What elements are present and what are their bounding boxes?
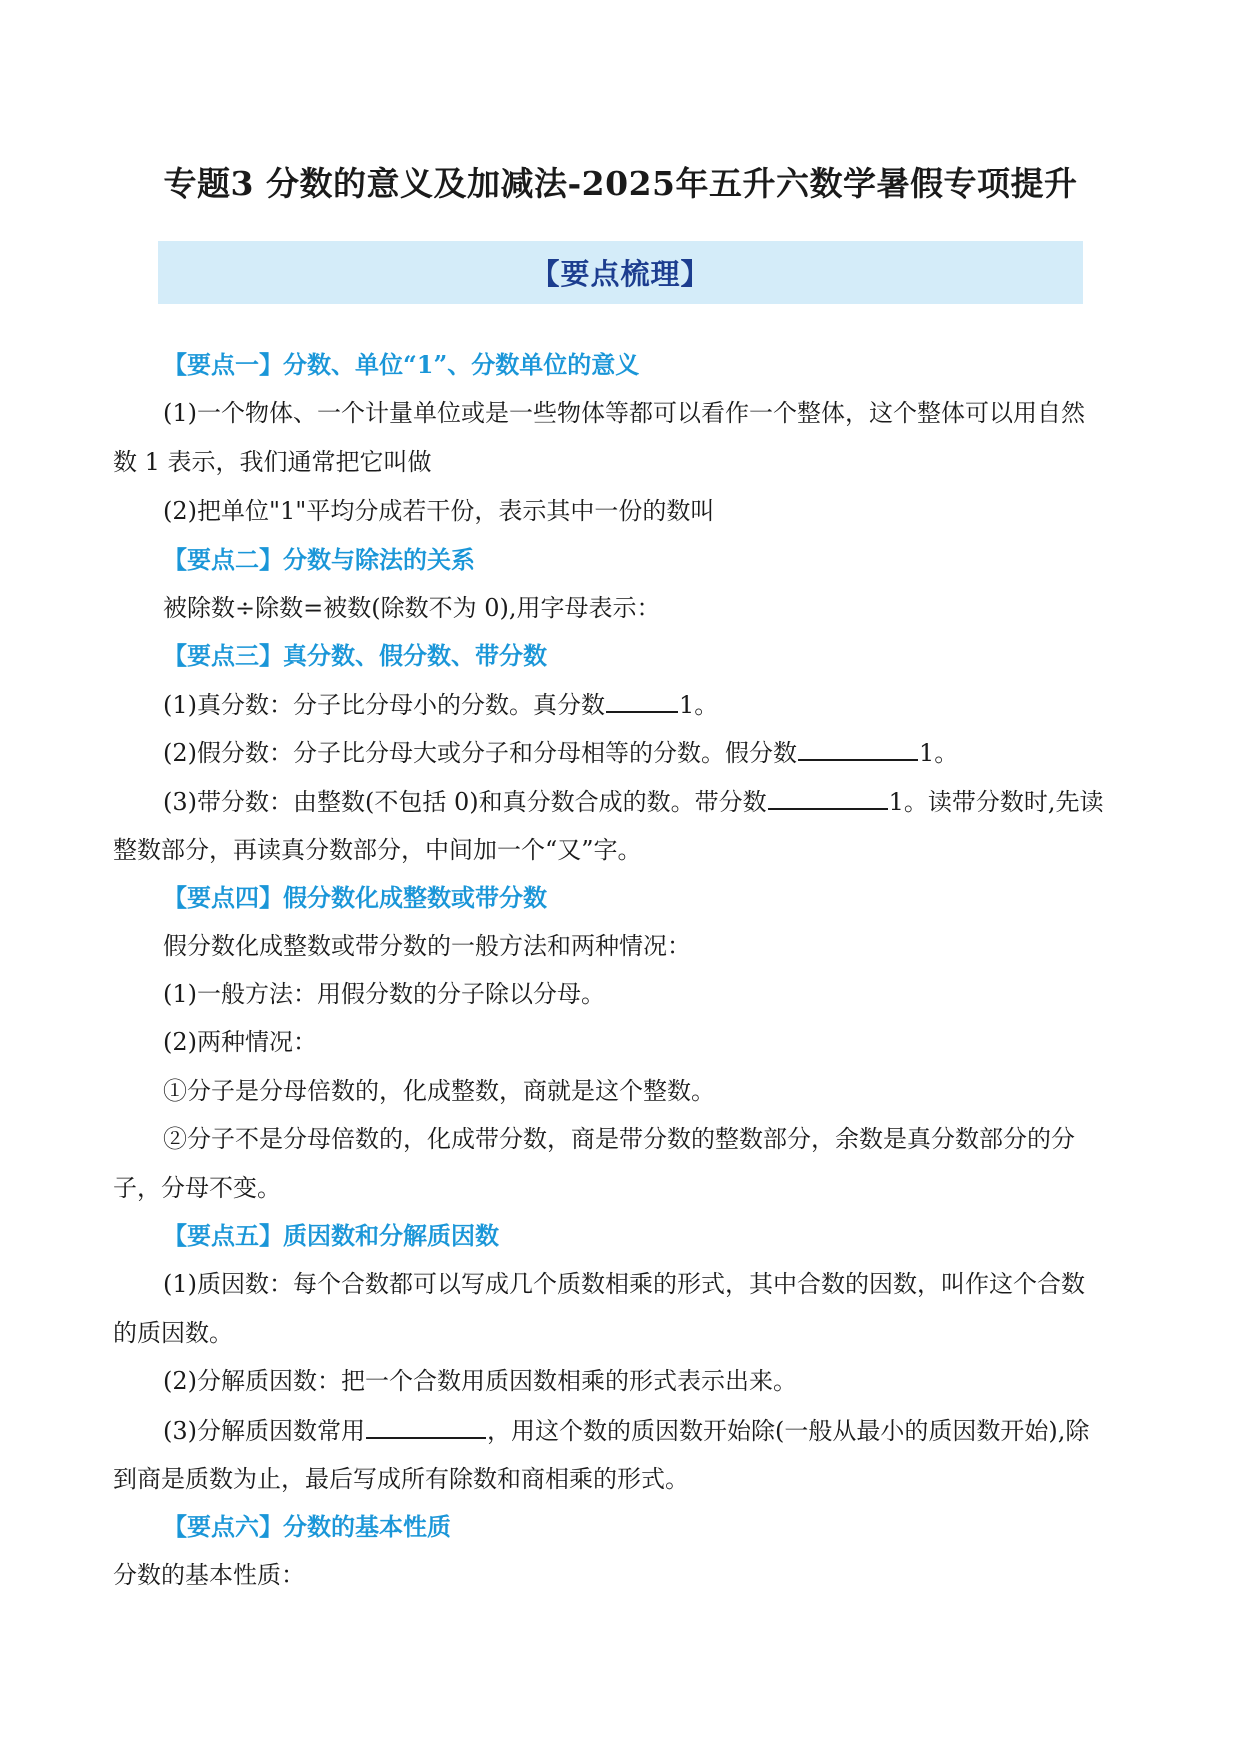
proper-fraction-text: (1)真分数：分子比分母小的分数。真分数: [163, 691, 605, 719]
improper-fraction-blank: [798, 735, 918, 761]
proper-fraction-tail: 1。: [679, 691, 719, 719]
section-heading-5: 【要点五】质因数和分解质因数: [163, 1221, 499, 1250]
section-4-paragraph-1: 假分数化成整数或带分数的一般方法和两种情况：: [163, 932, 691, 960]
section-3-paragraph-2: [163, 735, 958, 770]
section-5-paragraph-2: (2)分解质因数：把一个合数用质因数相乘的形式表示出来。: [163, 1367, 797, 1395]
mixed-number-blank: [768, 784, 888, 810]
section-4-paragraph-5-line-2: 子，分母不变。: [113, 1174, 281, 1202]
mixed-number-tail: 1。读带分数时,先读: [888, 788, 1104, 816]
section-heading-6: 【要点六】分数的基本性质: [163, 1512, 451, 1541]
section-5-paragraph-3-line-2: 到商是质数为止，最后写成所有除数和商相乘的形式。: [113, 1465, 689, 1493]
section-2-paragraph-1: 被除数÷除数=被数(除数不为 0),用字母表示：: [163, 594, 661, 622]
section-3-paragraph-3: [163, 784, 1104, 819]
section-3-paragraph-3-line-2: 整数部分，再读真分数部分，中间加一个“又”字。: [113, 836, 642, 864]
proper-fraction-blank: [606, 687, 678, 713]
section-5-paragraph-3: [163, 1413, 1089, 1448]
section-heading-2: 【要点二】分数与除法的关系: [163, 545, 475, 574]
section-heading-4: 【要点四】假分数化成整数或带分数: [163, 883, 547, 912]
section-1-paragraph-1-line-1: (1)一个物体、一个计量单位或是一些物体等都可以看作一个整体，这个整体可以用自然: [163, 399, 1085, 427]
section-5-paragraph-1-line-1: (1)质因数：每个合数都可以写成几个质数相乘的形式，其中合数的因数，叫作这个合数: [163, 1270, 1085, 1298]
prime-factorization-blank: [366, 1413, 486, 1439]
section-4-paragraph-3: (2)两种情况：: [163, 1028, 317, 1056]
section-1-paragraph-2: (2)把单位"1"平均分成若干份，表示其中一份的数叫: [163, 497, 715, 525]
section-heading-1: 【要点一】分数、单位“1”、分数单位的意义: [163, 350, 640, 379]
mixed-number-text: (3)带分数：由整数(不包括 0)和真分数合成的数。带分数: [163, 788, 767, 816]
prime-factorization-tail: ，用这个数的质因数开始除(一般从最小的质因数开始),除: [487, 1417, 1090, 1445]
section-heading-3: 【要点三】真分数、假分数、带分数: [163, 641, 547, 670]
section-6-paragraph-1: 分数的基本性质：: [113, 1561, 305, 1589]
section-5-paragraph-1-line-2: 的质因数。: [113, 1319, 233, 1347]
section-3-paragraph-1: [163, 687, 718, 722]
page-title: 专题3 分数的意义及加减法-2025年五升六数学暑假专项提升: [163, 164, 1078, 203]
banner-label: 【要点梳理】: [530, 257, 711, 291]
key-points-banner: [158, 241, 1083, 304]
section-4-paragraph-4: ①分子是分母倍数的，化成整数，商就是这个整数。: [163, 1077, 715, 1105]
improper-fraction-tail: 1。: [919, 739, 959, 767]
improper-fraction-text: (2)假分数：分子比分母大或分子和分母相等的分数。假分数: [163, 739, 797, 767]
prime-factorization-text: (3)分解质因数常用: [163, 1417, 365, 1445]
section-4-paragraph-2: (1)一般方法：用假分数的分子除以分母。: [163, 980, 605, 1008]
section-1-paragraph-1-line-2: 数 1 表示，我们通常把它叫做: [113, 448, 432, 476]
section-4-paragraph-5-line-1: ②分子不是分母倍数的，化成带分数，商是带分数的整数部分，余数是真分数部分的分: [163, 1125, 1075, 1153]
